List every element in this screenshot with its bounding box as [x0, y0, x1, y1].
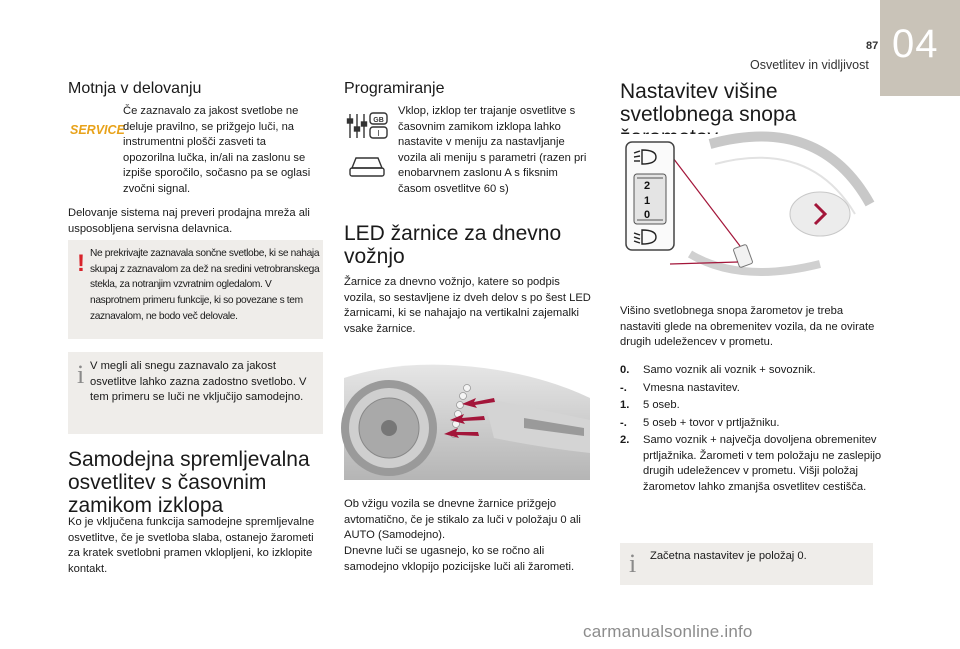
chapter-title: Osvetlitev in vidljivost: [750, 58, 869, 72]
beam-heading: Nastavitev višine svetlobnega snopa: [620, 80, 797, 126]
led-text: Žarnice za dnevno vožnjo, katere so podpis vozila, so sestavljene iz dveh delov s po šest LED žarnicami, ki se nahajajo na vertikalni zajemalki vsake žarnice.: [344, 276, 591, 335]
service-label: SERVICE: [70, 123, 125, 137]
guide-text: Ko je vključena funkcija samodejne spremljevalne osvetlitve, če je svetloba slaba, ostanejo žarometi za kratek svetlobni pramen vklopljeni, ko izklopite kontakt.: [68, 516, 315, 575]
warning-box: [68, 240, 323, 339]
settings-menu-icon: [346, 110, 390, 182]
warning-icon: !: [77, 250, 85, 277]
beam-item-text: Samo voznik ali voznik + sovoznik.: [643, 364, 816, 376]
led-heading: LED žarnice za dnevno vožnjo: [344, 222, 562, 268]
svg-text:I: I: [377, 129, 380, 138]
beam-item-text: 5 oseb + tovor v prtljažniku.: [643, 417, 780, 429]
warning-text: Ne prekrivajte zaznavala sončne svetlobe, ki se nahaja skupaj z zaznavalom za dež na sredini vetrobranskega stekla, za notranjim vzvratnim ogledalom. V nasprotnem primeru funkcije, ki so povezane s tem zaznavalom, ne bodo več delovale.: [90, 248, 320, 322]
initial-setting-info-box: [620, 543, 873, 585]
beam-item-text: 5 oseb.: [643, 399, 680, 411]
info-text: V megli ali snegu zaznavalo za jakost osvetlitve lahko zazna zadostno svetlobo. V tem primeru se luči ne vključijo samodejno.: [90, 360, 307, 403]
led-off-text: Dnevne luči se ugasnejo, ko se ročno ali samodejno vklopijo pozicijske luči ali žarometi.: [344, 545, 575, 573]
svg-text:GB: GB: [373, 117, 384, 124]
beam-item-text: Samo voznik + največja dovoljena obremenitev prtljažnika. Žarometi v tem položaju ne zaslepijo drugih udeležencev v prometu. Višji položaj žarometov lahko zmanjša osvetlitev cestišča.: [643, 434, 882, 493]
beam-item-number: 1.: [620, 399, 630, 411]
dial-label-1: 1: [644, 195, 651, 207]
initial-setting-text: Začetna nastavitev je položaj 0.: [650, 550, 807, 562]
led-lights-illustration: [344, 358, 590, 480]
info-icon: i: [77, 360, 85, 389]
watermark: carmanualsonline.info: [583, 622, 753, 641]
chapter-number: 04: [892, 22, 939, 66]
beam-item-number: -.: [620, 417, 627, 429]
beam-item-text: Vmesna nastavitev.: [643, 382, 740, 394]
dial-label-2: 2: [644, 180, 651, 192]
beam-item-number: -.: [620, 382, 627, 394]
beam-item-number: 2.: [620, 434, 630, 446]
headlamp-dial-illustration: [620, 134, 874, 284]
page-number: 87: [866, 40, 879, 52]
malfunction-text: Če zaznavalo za jakost svetlobe ne deluje pravilno, se prižgejo luči, na instrumentni plošči zasveti ta opozorilna lučka, in/ali na zaslonu se izpiše sporočilo, sočasno pa se oglasi zvočni signal.: [123, 105, 311, 195]
info-box: [68, 352, 323, 434]
malfunction-heading: Motnja v delovanju: [68, 80, 202, 97]
programming-text: Vklop, izklop ter trajanje osvetlitve s časovnim zamikom izklopa lahko nastavite v meniju za nastavljanje vozila ali meniju s parametri (razen pri enobarvnem zaslonu A s fiksnim časom osvetlitve 60 s): [398, 105, 587, 195]
info-icon: i: [629, 549, 637, 578]
guide-heading: Samodejna spremljevalna osvetlitev s časovnim zamikom izklopa: [68, 448, 310, 517]
programming-heading: Programiranje: [344, 80, 445, 97]
dealer-text: Delovanje sistema naj preveri prodajna mreža ali usposobljena servisna delavnica.: [68, 207, 310, 235]
dial-label-0: 0: [644, 209, 651, 221]
beam-intro: Višino svetlobnega snopa žarometov je treba nastaviti glede na obremenitev vozila, da ne ovirate drugih udeležencev v prometu.: [620, 305, 875, 348]
service-warning-icon: [70, 122, 125, 137]
led-auto-text: Ob vžigu vozila se dnevne žarnice prižgejo avtomatično, če je stikalo za luči v položaju 0 ali AUTO (Samodejno).: [344, 498, 581, 541]
beam-item-number: 0.: [620, 364, 630, 376]
chapter-tab: [880, 0, 960, 96]
